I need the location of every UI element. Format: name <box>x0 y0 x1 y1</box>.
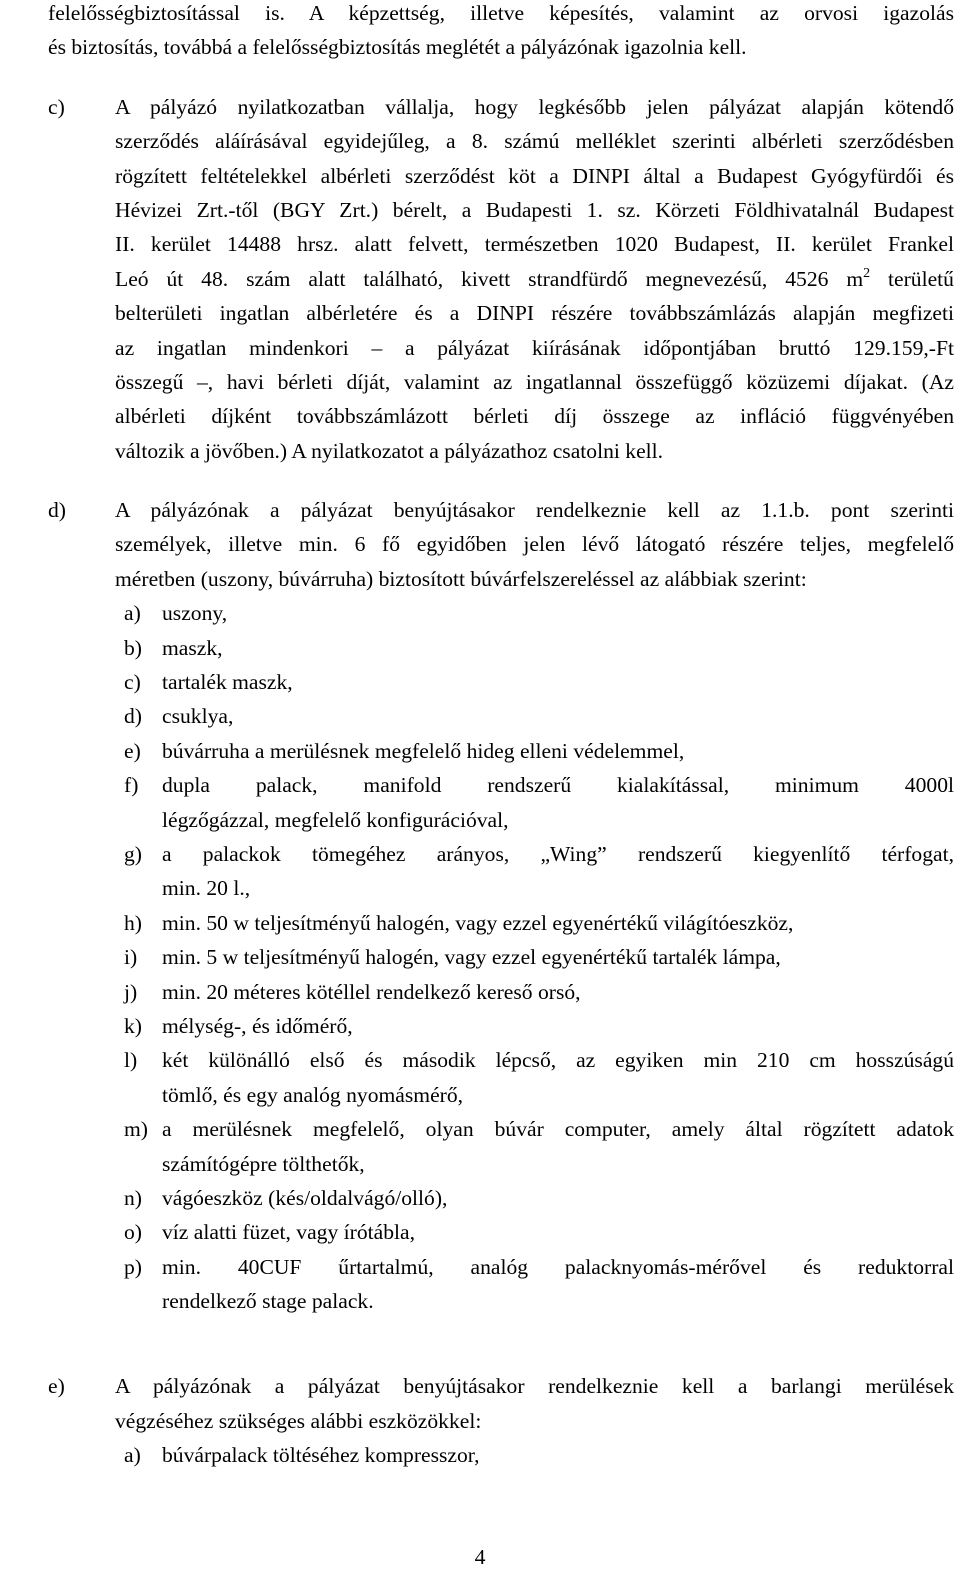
sub-list-item <box>48 975 954 1009</box>
sub-list-item <box>48 734 954 768</box>
sub-list-marker: o) <box>124 1220 142 1245</box>
sub-list-item <box>48 1112 954 1181</box>
sub-list-item <box>48 1009 954 1043</box>
sub-list-marker: d) <box>124 704 142 729</box>
text-line: számítógépre tölthetők, <box>162 1151 365 1176</box>
sub-list-marker: c) <box>124 670 141 695</box>
text-line: Hévizei Zrt.-től (BGY Zrt.) bérelt, a Budapesti 1. sz. Körzeti Földhivatalnál Budapest <box>115 197 954 222</box>
text-line: változik a jövőben.) A nyilatkozatot a pályázathoz csatolni kell. <box>115 438 664 463</box>
intro-paragraph <box>48 0 954 65</box>
text-line: méretben (uszony, búvárruha) biztosított búvárfelszereléssel az alábbiak szerint: <box>115 566 807 591</box>
sub-list-item <box>48 1043 954 1112</box>
sub-list-marker: b) <box>124 635 142 660</box>
sub-list-marker: k) <box>124 1013 142 1038</box>
text-line: két különálló első és második lépcső, az egyiken min 210 cm hosszúságú <box>162 1048 954 1073</box>
text-line: rendelkező stage palack. <box>162 1289 374 1314</box>
text-line: búvárruha a merülésnek megfelelő hideg elleni védelemmel, <box>162 738 685 763</box>
sub-list-item <box>48 906 954 940</box>
text-line: mélység-, és időmérő, <box>162 1013 353 1038</box>
text-line: min. 20 l., <box>162 876 251 901</box>
list-marker: d) <box>48 498 66 523</box>
tool-list <box>48 1438 954 1472</box>
sub-list-item <box>48 1438 954 1472</box>
text-line: összegű –, havi bérleti díját, valamint az ingatlannal összefüggő közüzemi díjakat. (Az <box>115 369 954 394</box>
sub-list-item <box>48 1181 954 1215</box>
area-text: Leó út 48. szám alatt található, kivett strandfürdő megnevezésű, 4526 m <box>115 266 864 291</box>
sub-list-item <box>48 631 954 665</box>
equipment-list <box>48 596 954 1318</box>
document-page <box>48 0 954 1473</box>
sub-list-item <box>48 837 954 906</box>
text-line <box>115 262 954 296</box>
sub-list-marker: j) <box>124 979 138 1004</box>
page-number: 4 <box>474 1545 486 1569</box>
text-line: vágóeszköz (kés/oldalvágó/olló), <box>162 1185 448 1210</box>
text-line: személyek, illetve min. 6 fő egyidőben jelen lévő látogató részére teljes, megfelelő <box>115 532 954 557</box>
sub-list-item <box>48 1215 954 1249</box>
list-item-c <box>48 90 954 468</box>
text-line: rögzített feltételekkel albérleti szerződést köt a DINPI által a Budapest Gyógyfürdői és <box>115 163 954 188</box>
superscript-2: 2 <box>863 265 871 281</box>
sub-list-item <box>48 699 954 733</box>
text-line: az ingatlan mindenkori – a pályázat kiírásának időpontjában bruttó 129.159,-Ft <box>115 335 954 360</box>
sub-list-item <box>48 1250 954 1319</box>
sub-list-item <box>48 940 954 974</box>
sub-list-marker: h) <box>124 910 142 935</box>
text-line: min. 5 w teljesítményű halogén, vagy ezzel egyenértékű tartalék lámpa, <box>162 945 781 970</box>
sub-list-item <box>48 768 954 837</box>
text-line: a merülésnek megfelelő, olyan búvár computer, amely által rögzített adatok <box>162 1117 954 1142</box>
text-line: A pályázónak a pályázat benyújtásakor rendelkeznie kell a barlangi merülések <box>115 1374 954 1399</box>
text-line: és biztosítás, továbbá a felelősségbiztosítás meglétét a pályázónak igazolnia kell. <box>48 35 747 60</box>
text-line: légzőgázzal, megfelelő konfigurációval, <box>162 807 509 832</box>
text-line: min. 40CUF űrtartalmú, analóg palacknyomás-mérővel és reduktorral <box>162 1254 954 1279</box>
text-line: II. kerület 14488 hrsz. alatt felvett, természetben 1020 Budapest, II. kerület Frankel <box>115 232 954 257</box>
text-line: A pályázó nyilatkozatban vállalja, hogy legkésőbb jelen pályázat alapján kötendő <box>115 94 954 119</box>
text-line: tartalék maszk, <box>162 670 293 695</box>
text-line: min. 50 w teljesítményű halogén, vagy ezzel egyenértékű világítóeszköz, <box>162 910 794 935</box>
sub-list-marker: n) <box>124 1185 142 1210</box>
list-marker: e) <box>48 1374 65 1399</box>
list-item-e <box>48 1369 954 1438</box>
sub-list-marker: a) <box>124 601 141 626</box>
text-line: A pályázónak a pályázat benyújtásakor rendelkeznie kell az 1.1.b. pont szerinti <box>115 498 954 523</box>
text-line: búvárpalack töltéséhez kompresszor, <box>162 1443 480 1468</box>
sub-list-marker: e) <box>124 738 141 763</box>
text-line: dupla palack, manifold rendszerű kialakítással, minimum 4000l <box>162 773 954 798</box>
text-line: albérleti díjként továbbszámlázott bérleti díj összege az infláció függvényében <box>115 404 954 429</box>
sub-list-marker: i) <box>124 945 138 970</box>
text-line: maszk, <box>162 635 223 660</box>
sub-list-marker: m) <box>124 1117 148 1142</box>
text-line: tömlő, és egy analóg nyomásmérő, <box>162 1082 464 1107</box>
text-line: csuklya, <box>162 704 234 729</box>
sub-list-item <box>48 665 954 699</box>
list-marker: c) <box>48 94 65 119</box>
sub-list-marker: l) <box>124 1048 138 1073</box>
area-text-end: területű <box>870 266 954 291</box>
sub-list-marker: p) <box>124 1254 142 1279</box>
text-line: víz alatti füzet, vagy írótábla, <box>162 1220 416 1245</box>
text-line: felelősségbiztosítással is. A képzettség, illetve képesítés, valamint az orvosi igazolás <box>48 1 954 25</box>
text-line: végzéséhez szükséges alábbi eszközökkel: <box>115 1408 482 1433</box>
sub-list-marker: g) <box>124 841 142 866</box>
list-item-d <box>48 493 954 596</box>
text-line: szerződés aláírásával egyidejűleg, a 8. számú melléklet szerinti albérleti szerződésben <box>115 129 954 154</box>
sub-list-marker: a) <box>124 1443 141 1468</box>
text-line: min. 20 méteres kötéllel rendelkező kereső orsó, <box>162 979 581 1004</box>
text-line: belterületi ingatlan albérletére és a DINPI részére továbbszámlázás alapján megfizeti <box>115 301 954 326</box>
sub-list-item <box>48 596 954 630</box>
text-line: a palackok tömegéhez arányos, „Wing” rendszerű kiegyenlítő térfogat, <box>162 841 954 866</box>
sub-list-marker: f) <box>124 773 139 798</box>
text-line: uszony, <box>162 601 228 626</box>
